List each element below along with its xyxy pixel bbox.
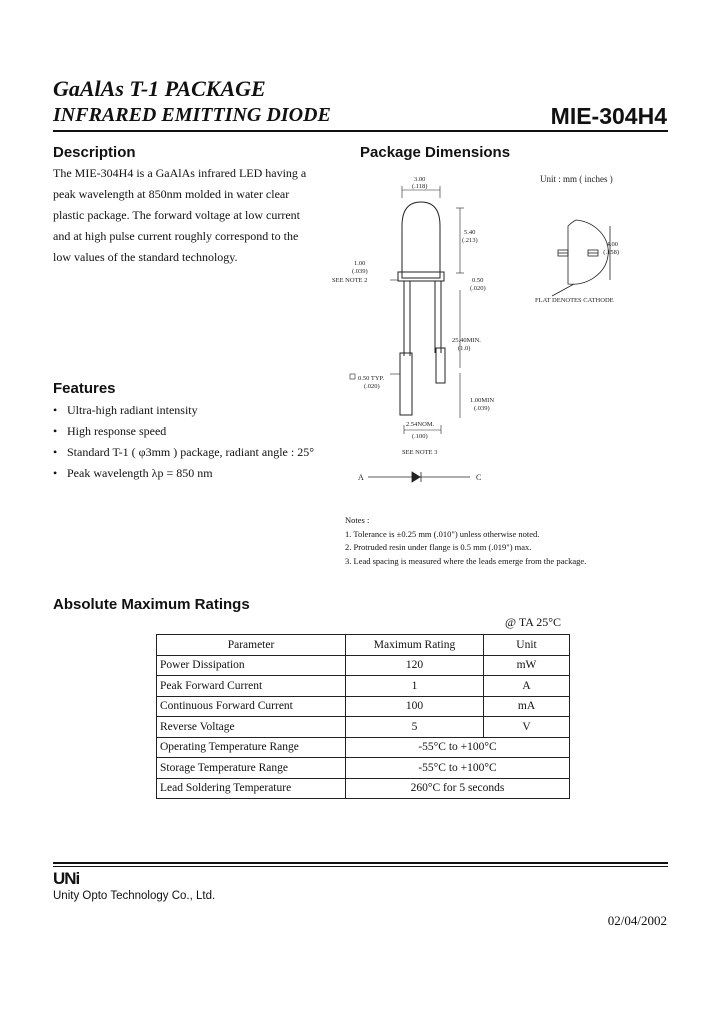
anode-label: A (358, 473, 364, 482)
note-item: 2. Protruded resin under flange is 0.5 mm (.019") max. (345, 542, 532, 552)
table-row (157, 778, 570, 799)
description-line: and at high pulse current roughly correspond to the (53, 229, 299, 243)
document-date: 02/04/2002 (607, 913, 667, 928)
unit-cell: mA (484, 696, 570, 717)
column-header: Unit (484, 635, 570, 656)
dim-label: (.213) (462, 237, 478, 244)
header-rule (53, 130, 668, 132)
rating-cell: 1 (346, 676, 484, 697)
param-cell: Peak Forward Current (157, 676, 346, 697)
feature-item: • Peak wavelength λp = 850 nm (53, 463, 314, 484)
dim-label: (.039) (352, 268, 368, 275)
dim-label: 0.50 (472, 277, 484, 284)
table-row (157, 676, 570, 697)
dim-label: (.039) (474, 405, 490, 412)
bottom-view (552, 220, 610, 296)
cathode-label: C (476, 473, 482, 482)
note-item: 3. Lead spacing is measured where the leads emerge from the package. (345, 555, 587, 566)
led-body (398, 202, 445, 415)
dim-label: (.100) (412, 433, 428, 440)
notes-heading: Notes : (345, 515, 370, 525)
flat-denotes-cathode: FLAT DENOTES CATHODE (535, 297, 614, 304)
description-line: plastic package. The forward voltage at low current (53, 208, 301, 222)
table-row (157, 758, 570, 779)
rating-cell: 100 (346, 696, 484, 717)
note-item: 1. Tolerance is ±0.25 mm (.010") unless otherwise noted. (345, 528, 540, 539)
dim-label: 4.00 (606, 241, 618, 248)
column-header: Maximum Rating (346, 635, 484, 656)
column-header: Parameter (157, 635, 346, 656)
see-note-2: SEE NOTE 2 (332, 277, 368, 284)
footer-rule (53, 866, 668, 867)
description-text (53, 163, 321, 268)
features-heading: Features (53, 380, 116, 397)
dim-label: (1.0) (458, 345, 471, 352)
dim-label: 3.00 (414, 176, 426, 183)
square-symbol (350, 374, 355, 379)
dim-label: 2.54NOM. (406, 421, 435, 428)
package-dimension-drawing (330, 168, 620, 488)
table-row (157, 655, 570, 676)
param-cell: Reverse Voltage (157, 717, 346, 738)
ratings-condition: @ TA 25°C (505, 615, 562, 629)
diode-symbol (368, 472, 470, 482)
ratings-table (156, 634, 570, 799)
feature-item: • Standard T-1 ( φ3mm ) package, radiant angle : 25° (53, 442, 314, 463)
param-cell: Lead Soldering Temperature (157, 778, 346, 799)
dim-label: 25.40MIN. (452, 337, 481, 344)
feature-item: • High response speed (53, 421, 314, 442)
rating-cell: -55°C to +100°C (346, 737, 570, 758)
table-header-row (157, 635, 570, 656)
param-cell: Continuous Forward Current (157, 696, 346, 717)
notes-block (345, 514, 586, 568)
title-line-2: INFRARED EMITTING DIODE (53, 104, 331, 126)
rating-cell: 260°C for 5 seconds (346, 778, 570, 799)
unit-cell: A (484, 676, 570, 697)
company-logo: UNi (53, 869, 80, 888)
dim-label: 1.00 (354, 260, 366, 267)
dim-label: (.118) (412, 183, 428, 190)
feature-item: • Ultra-high radiant intensity (53, 400, 314, 421)
table-row (157, 737, 570, 758)
company-name: Unity Opto Technology Co., Ltd. (53, 890, 216, 902)
dimension-lines (390, 186, 464, 434)
dim-label: (.020) (470, 285, 486, 292)
footer-rule (53, 862, 668, 864)
rating-cell: 5 (346, 717, 484, 738)
unit-label: Unit : mm ( inches ) (540, 174, 613, 184)
dim-label: 0.50 TYP. (358, 375, 385, 382)
unit-cell: V (484, 717, 570, 738)
description-line: The MIE-304H4 is a GaAlAs infrared LED having a (53, 166, 307, 180)
dim-label: (.020) (364, 383, 380, 390)
description-line: peak wavelength at 850nm molded in water clear (53, 187, 290, 201)
features-list (53, 400, 314, 484)
package-heading: Package Dimensions (360, 144, 511, 161)
dim-label: 5.40 (464, 229, 476, 236)
see-note-3: SEE NOTE 3 (402, 449, 438, 456)
ratings-heading: Absolute Maximum Ratings (53, 596, 250, 613)
unit-cell: mW (484, 655, 570, 676)
table-row (157, 696, 570, 717)
dim-label: 1.00MIN (470, 397, 495, 404)
table-row (157, 717, 570, 738)
param-cell: Storage Temperature Range (157, 758, 346, 779)
param-cell: Power Dissipation (157, 655, 346, 676)
rating-cell: 120 (346, 655, 484, 676)
description-heading: Description (53, 144, 136, 161)
param-cell: Operating Temperature Range (157, 737, 346, 758)
title-line-1: GaAlAs T-1 PACKAGE (53, 76, 266, 101)
part-number: MIE-304H4 (550, 103, 667, 129)
description-line: low values of the standard technology. (53, 250, 238, 264)
rating-cell: -55°C to +100°C (346, 758, 570, 779)
dim-label: (.158) (603, 249, 619, 256)
